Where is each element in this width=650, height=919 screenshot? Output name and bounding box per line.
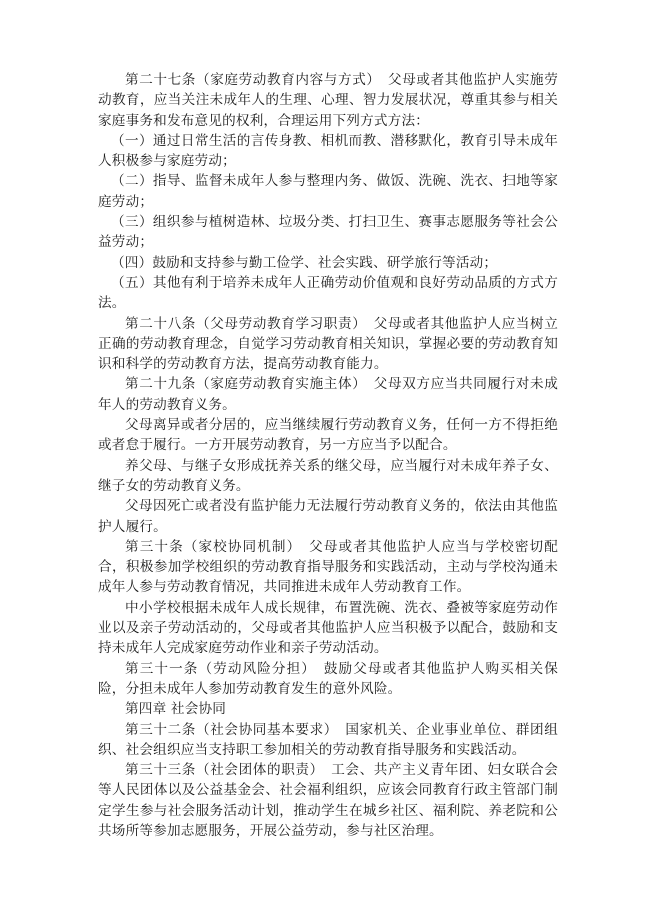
- article-33: 第三十三条（社会团体的职责） 工会、共产主义青年团、妇女联合会等人民团体以及公益基金会、社会福利组织，应该会同教育行政主管部门制定学生参与社会服务活动计划，推动学生在城乡社区、福利院、养老院和公共场所等参加志愿服务，开展公益劳动，参与社区治理。: [98, 762, 558, 839]
- article-29-paragraph-2: 父母离异或者分居的，应当继续履行劳动教育义务，任何一方不得拒绝或者怠于履行。一方开展劳动教育，另一方应当予以配合。: [98, 417, 558, 454]
- article-31: 第三十一条（劳动风险分担） 鼓励父母或者其他监护人购买相关保险，分担未成年人参加劳动教育发生的意外风险。: [98, 660, 558, 697]
- article-27-item-4: （四）鼓励和支持参与勤工俭学、社会实践、研学旅行等活动；: [111, 254, 498, 271]
- article-27-item-1: （一）通过日常生活的言传身教、相机而教、潜移默化，教育引导未成年人积极参与家庭劳动；: [98, 132, 558, 170]
- chapter-heading: 第四章 社会协同: [125, 701, 227, 718]
- document-body: [98, 70, 558, 841]
- article-29: 第二十九条（家庭劳动教育实施主体） 父母双方应当共同履行对未成年人的劳动教育义务。: [98, 376, 558, 413]
- article-29-paragraph-3: 养父母、与继子女形成抚养关系的继父母，应当履行对未成年养子女、继子女的劳动教育义务。: [98, 457, 558, 494]
- article-29-paragraph-4: 父母因死亡或者没有监护能力无法履行劳动教育义务的，依法由其他监护人履行。: [98, 498, 558, 535]
- article-27-item-3: （三）组织参与植树造林、垃圾分类、打扫卫生、赛事志愿服务等社会公益劳动；: [98, 214, 558, 251]
- article-27-item-2: （二）指导、监督未成年人参与整理内务、做饭、洗碗、洗衣、扫地等家庭劳动；: [98, 173, 558, 210]
- article-27: 第二十七条（家庭劳动教育内容与方式） 父母或者其他监护人实施劳动教育，应当关注未成年人的生理、心理、智力发展状况，尊重其参与相关家庭事务和发布意见的权利，合理运用下列方式方法：: [98, 72, 558, 129]
- article-30: 第三十条（家校协同机制） 父母或者其他监护人应当与学校密切配合，积极参加学校组织的劳动教育指导服务和实践活动，主动与学校沟通未成年人参与劳动教育情况，共同推进未成年人劳动教育工作。: [98, 538, 558, 596]
- article-27-item-5: （五）其他有利于培养未成年人正确劳动价值观和良好劳动品质的方式方法。: [98, 274, 558, 312]
- article-32: 第三十二条（社会协同基本要求） 国家机关、企业事业单位、群团组织、社会组织应当支持职工参加相关的劳动教育指导服务和实践活动。: [98, 721, 558, 758]
- article-28: 第二十八条（父母劳动教育学习职责） 父母或者其他监护人应当树立正确的劳动教育理念，自觉学习劳动教育相关知识，掌握必要的劳动教育知识和科学的劳动教育方法，提高劳动教育能力。: [98, 315, 558, 373]
- article-30-paragraph-2: 中小学校根据未成年人成长规律，布置洗碗、洗衣、叠被等家庭劳动作业以及亲子劳动活动的，父母或者其他监护人应当积极予以配合，鼓励和支持未成年人完成家庭劳动作业和亲子劳动活动。: [98, 599, 558, 657]
